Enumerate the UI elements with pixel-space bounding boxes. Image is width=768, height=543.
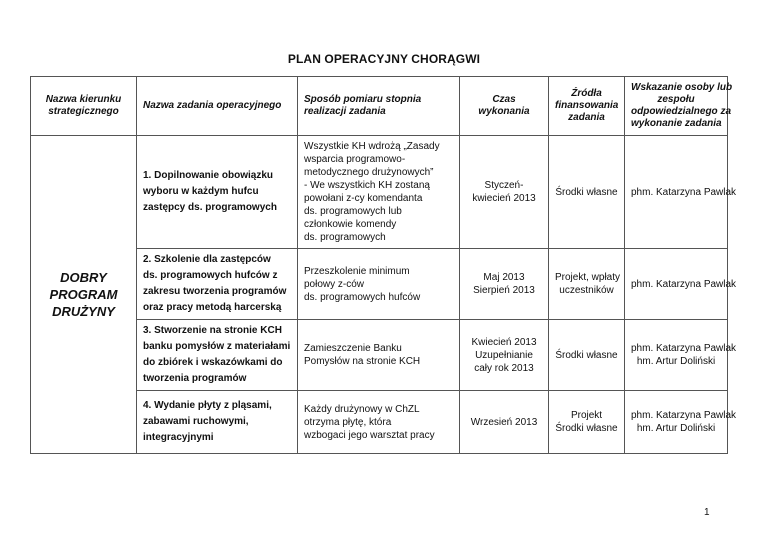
cell-text-line: Pomysłów na stronie KCH [304,356,421,367]
cell-text-line: ds. programowych hufców [304,291,421,303]
cell-text-line: - We wszystkich KH zostaną [304,180,430,191]
cell-text-line: Nazwa kierunku [45,94,122,105]
cell-text-line: uczestników [559,285,614,296]
funding-cell [549,136,625,249]
cell-text-line: integracyjnymi [143,432,214,443]
header-time [460,77,549,136]
cell-text-line: Zamieszczenie Banku [304,343,402,354]
funding-cell [549,249,625,320]
cell-text-line: zakresu tworzenia programów [143,286,287,297]
task-cell [137,320,298,391]
cell-text-line: hm. Artur Doliński [636,356,716,367]
measure-cell [298,249,460,320]
time-cell [460,320,549,391]
header-task [137,77,298,136]
cell-text-line: ds. programowych lub [304,206,402,217]
cell-text-line: Sierpień 2013 [473,285,535,296]
measure-cell [298,320,460,391]
cell-text-line: phm. Katarzyna Pawlak [631,278,737,290]
cell-text-line: 3. Stworzenie na stronie KCH [143,325,282,336]
cell-text-line: oraz pracy metodą harcerską [143,302,282,313]
header-direction [31,77,137,136]
cell-text-line: 4. Wydanie płyty z pląsami, [143,400,272,411]
cell-text-line: otrzyma płytę, która [304,416,392,428]
cell-text-line: Przeszkolenie minimum [304,265,410,277]
cell-text-line: wykonania [478,106,530,117]
cell-text-line: Każdy drużynowy w ChZL [304,403,420,415]
task-cell [137,391,298,454]
cell-text-line: powołani z-cy komendanta [304,193,423,204]
cell-text-line: Środki własne [555,349,618,361]
cell-text-line: phm. Katarzyna Pawlak [631,186,737,198]
cell-text-line: metodycznego drużynowych” [304,167,434,178]
cell-text-line: Wskazanie osoby lub [631,82,733,93]
cell-text-line: zespołu [657,94,695,105]
cell-text-line: Środki własne [555,186,618,198]
cell-text-line: kwiecień 2013 [472,193,536,204]
time-cell [460,391,549,454]
cell-text-line: realizacji zadania [304,106,386,117]
time-cell [460,136,549,249]
cell-text-line: do zbiórek i wskazówkami do [143,357,283,368]
cell-text-line: wykonanie zadania [631,118,722,129]
funding-cell [549,320,625,391]
funding-cell [549,391,625,454]
person-cell [625,320,737,391]
cell-text-line: phm. Katarzyna Pawlak [631,410,737,421]
measure-cell [298,136,460,249]
time-cell [460,249,549,320]
cell-text-line: Styczeń- [484,180,524,191]
cell-text-line: 1. Dopilnowanie obowiązku [143,170,274,181]
person-cell [625,391,737,454]
cell-text-line: Środki własne [555,423,618,434]
cell-text-line: połowy z-ców [304,278,365,290]
cell-text-line: finansowania [555,100,619,111]
cell-text-line: hm. Artur Doliński [636,423,716,434]
cell-text-line: PROGRAM [49,287,118,302]
cell-text-line: wyboru w każdym hufcu [143,186,259,197]
cell-text-line: phm. Katarzyna Pawlak [631,343,737,354]
strategic-direction-cell [31,136,137,454]
cell-text-line: wzbogaci jego warsztat pracy [304,429,435,441]
cell-text-line: Wszystkie KH wdrożą „Zasady [304,141,440,152]
cell-text-line: ds. programowych [304,232,386,243]
cell-text-line: Projekt, wpłaty [555,272,621,283]
person-cell [625,249,737,320]
cell-text-line: DOBRY [60,270,107,285]
cell-text-line: strategicznego [48,106,119,117]
cell-text-line: zadania [568,112,605,123]
cell-text-line: DRUŻYNY [52,304,115,319]
operational-plan-table [30,76,737,454]
cell-text-line: zabawami ruchowymi, [143,416,249,427]
person-cell [625,136,737,249]
cell-text-line: ds. programowych hufców z [143,270,278,281]
cell-text-line: Źródła [571,88,602,99]
measure-cell [298,391,460,454]
cell-text-line: cały rok 2013 [474,362,534,374]
cell-text-line: tworzenia programów [143,373,247,384]
cell-text-line: Kwiecień 2013 [471,336,537,348]
cell-text-line: Uzupełnianie [475,349,533,361]
cell-text-line: odpowiedzialnego za [631,106,732,117]
task-cell [137,136,298,249]
cell-text-line: członkowie komendy [304,219,397,230]
cell-text-line: zastępcy ds. programowych [143,202,277,213]
header-measure [298,77,460,136]
cell-text-line: wsparcia programowo- [304,154,406,165]
header-row [31,77,728,136]
page-number: 1 [704,507,710,518]
document-title: PLAN OPERACYJNY CHORĄGWI [287,52,481,66]
table-row [31,136,728,249]
cell-text-line: Sposób pomiaru stopnia [304,94,422,105]
cell-text-line: Maj 2013 [483,272,525,283]
header-funding [549,77,625,136]
cell-text-line: Czas [492,94,516,105]
cell-text-line: Nazwa zadania operacyjnego [143,100,282,111]
cell-text-line: 2. Szkolenie dla zastępców [143,254,271,265]
cell-text-line: banku pomysłów z materiałami [143,341,291,352]
cell-text-line: Wrzesień 2013 [470,416,538,428]
task-cell [137,249,298,320]
header-person [625,77,733,136]
cell-text-line: Projekt [570,410,603,421]
